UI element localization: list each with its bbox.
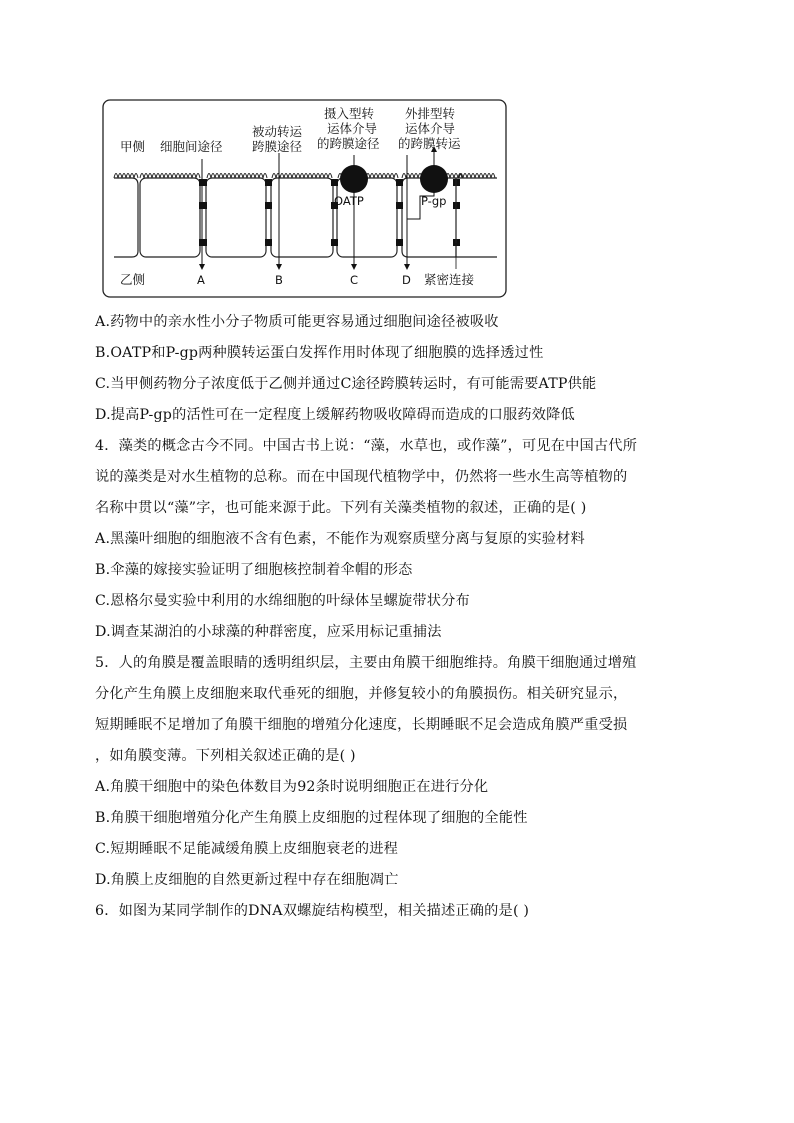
- arrow-d-label: D: [402, 273, 411, 287]
- arrow-a-label: A: [197, 273, 205, 287]
- tight-junction-label: 紧密连接: [424, 272, 475, 287]
- question-5-line3: 短期睡眠不足增加了角膜干细胞的增殖分化速度，长期睡眠不足会造成角膜严重受损: [95, 717, 628, 733]
- pgp-label: P-gp: [421, 194, 447, 208]
- tight-junction-bars: [199, 179, 460, 246]
- option-4a: A.黑藻叶细胞的细胞液不含有色素，不能作为观察质壁分离与复原的实验材料: [95, 531, 585, 547]
- cell-6: [402, 178, 497, 257]
- question-4-line3: 名称中贯以“藻”字，也可能来源于此。下列有关藻类植物的叙述，正确的是( ): [95, 500, 587, 516]
- arrow-c-label: C: [350, 273, 359, 287]
- pathway-b-line1: 被动转运: [252, 124, 303, 139]
- side-b-label: 乙侧: [120, 272, 146, 287]
- option-3b: B.OATP和P-gp两种膜转运蛋白发挥作用时体现了细胞膜的选择透过性: [95, 345, 544, 361]
- option-5d: D.角膜上皮细胞的自然更新过程中存在细胞凋亡: [95, 872, 399, 888]
- option-3c: C.当甲侧药物分子浓度低于乙侧并通过C途径跨膜转运时，有可能需要ATP供能: [95, 376, 597, 392]
- option-4b: B.伞藻的嫁接实验证明了细胞核控制着伞帽的形态: [95, 562, 413, 578]
- option-5a: A.角膜干细胞中的染色体数目为92条时说明细胞正在进行分化: [95, 779, 489, 795]
- pathway-c-line3: 的跨膜途径: [317, 136, 380, 151]
- option-3a: A.药物中的亲水性小分子物质可能更容易通过细胞间途径被吸收: [95, 314, 499, 330]
- option-4c: C.恩格尔曼实验中利用的水绵细胞的叶绿体呈螺旋带状分布: [95, 593, 470, 609]
- oatp-label: OATP: [334, 194, 364, 208]
- pathway-d-line1: 外排型转: [405, 106, 456, 121]
- side-a-label: 甲侧: [120, 139, 146, 154]
- question-5-line4: ，如角膜变薄。下列相关叙述正确的是( ): [95, 748, 356, 764]
- option-3d: D.提高P-gp的活性可在一定程度上缓解药物吸收障碍而造成的口服药效降低: [95, 407, 575, 423]
- option-4d: D.调查某湖泊的小球藻的种群密度，应采用标记重捕法: [95, 624, 442, 640]
- pathway-c-line1: 摄入型转: [324, 106, 375, 121]
- cell-3: [206, 178, 266, 257]
- pathway-b-line2: 跨膜途径: [252, 139, 303, 154]
- question-6-line1: 6．如图为某同学制作的DNA双螺旋结构模型，相关描述正确的是( ): [95, 903, 530, 919]
- cell-1: [114, 178, 138, 257]
- question-5-line2: 分化产生角膜上皮细胞来取代垂死的细胞，并修复较小的角膜损伤。相关研究显示，: [95, 686, 628, 702]
- cell-4: [271, 178, 333, 257]
- pathway-c-line2: 运体介导: [327, 121, 378, 136]
- pathway-d-line3: 的跨膜转运: [398, 136, 461, 151]
- question-4-line2: 说的藻类是对水生植物的总称。而在中国现代植物学中，仍然将一些水生高等植物的: [95, 469, 628, 485]
- figure-svg: [102, 99, 507, 299]
- pathway-a-label: 细胞间途径: [160, 139, 223, 154]
- arrow-b-label: B: [275, 273, 283, 287]
- pathway-d-line2: 运体介导: [405, 121, 456, 136]
- question-5-line1: 5．人的角膜是覆盖眼睛的透明组织层，主要由角膜干细胞维持。角膜干细胞通过增殖: [95, 655, 637, 671]
- cell-2: [140, 178, 200, 257]
- option-5c: C.短期睡眠不足能减缓角膜上皮细胞衰老的进程: [95, 841, 399, 857]
- option-5b: B.角膜干细胞增殖分化产生角膜上皮细胞的过程体现了细胞的全能性: [95, 810, 528, 826]
- membrane-transport-figure: [102, 99, 507, 299]
- question-4-line1: 4．藻类的概念古今不同。中国古书上说：“藻，水草也，或作藻”，可见在中国古代所: [95, 438, 638, 454]
